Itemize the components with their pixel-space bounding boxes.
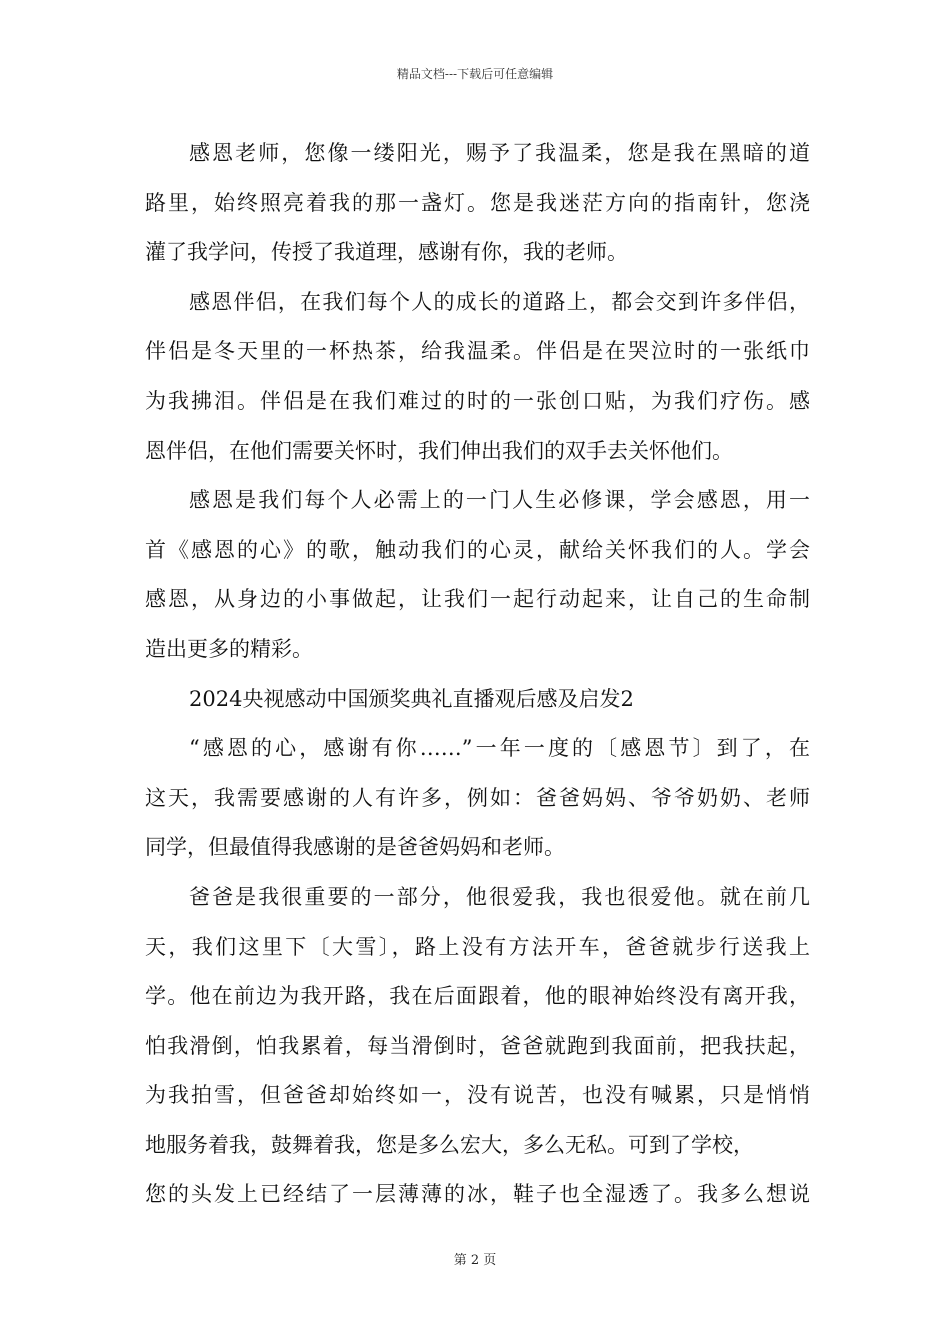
- text-line: 感恩，从身边的小事做起，让我们一起行动起来，让自己的生命制: [145, 587, 810, 612]
- text-line: 同学，但最值得我感谢的是爸爸妈妈和老师。: [145, 835, 565, 860]
- page-header: 精品文档---下载后可任意编辑: [396, 67, 554, 81]
- text-line: 灌了我学问，传授了我道理，感谢有你，我的老师。: [145, 240, 628, 265]
- text-line: 怕我滑倒，怕我累着，每当滑倒时，爸爸就跑到我面前，把我扶起，: [145, 1033, 810, 1058]
- text-line: 爸爸是我很重要的一部分，他很爱我，我也很爱他。就在前几: [189, 884, 810, 909]
- text-line: 伴侣是冬天里的一杯热茶，给我温柔。伴侣是在哭泣时的一张纸巾: [145, 339, 810, 364]
- text-line: 这天，我需要感谢的人有许多，例如：爸爸妈妈、爷爷奶奶、老师: [145, 785, 810, 810]
- text-line: “感恩的心，感谢有你……”一年一度的〔感恩节〕到了，在: [189, 736, 810, 761]
- text-line: 感恩伴侣，在我们每个人的成长的道路上，都会交到许多伴侣，: [189, 289, 810, 314]
- text-line: 首《感恩的心》的歌，触动我们的心灵，献给关怀我们的人。学会: [145, 537, 810, 562]
- text-line: 感恩是我们每个人必需上的一门人生必修课，学会感恩，用一: [189, 488, 810, 513]
- text-line: 为我拂泪。伴侣是在我们难过的时的一张创口贴，为我们疗伤。感: [145, 388, 810, 413]
- document-body: [145, 129, 810, 1220]
- text-line: 您的头发上已经结了一层薄薄的冰，鞋子也全湿透了。我多么想说: [145, 1182, 810, 1207]
- text-line: 恩伴侣，在他们需要关怀时，我们伸出我们的双手去关怀他们。: [145, 438, 733, 463]
- text-line: 学。他在前边为我开路，我在后面跟着，他的眼神始终没有离开我，: [145, 984, 810, 1009]
- text-line: 路里，始终照亮着我的那一盏灯。您是我迷茫方向的指南针，您浇: [145, 190, 810, 215]
- text-line: 感恩老师，您像一缕阳光，赐予了我温柔，您是我在黑暗的道: [189, 141, 810, 165]
- text-line: 造出更多的精彩。: [145, 636, 313, 661]
- text-line: 地服务着我，鼓舞着我，您是多么宏大，多么无私。可到了学校，: [145, 1132, 754, 1157]
- text-line: 天，我们这里下〔大雪〕，路上没有方法开车，爸爸就步行送我上: [145, 934, 810, 959]
- section-title: 2024央视感动中国颁奖典礼直播观后感及启发2: [189, 686, 634, 711]
- page-number: 第 2 页: [453, 1253, 497, 1268]
- text-line: 为我拍雪，但爸爸却始终如一，没有说苦，也没有喊累，只是悄悄: [145, 1083, 810, 1108]
